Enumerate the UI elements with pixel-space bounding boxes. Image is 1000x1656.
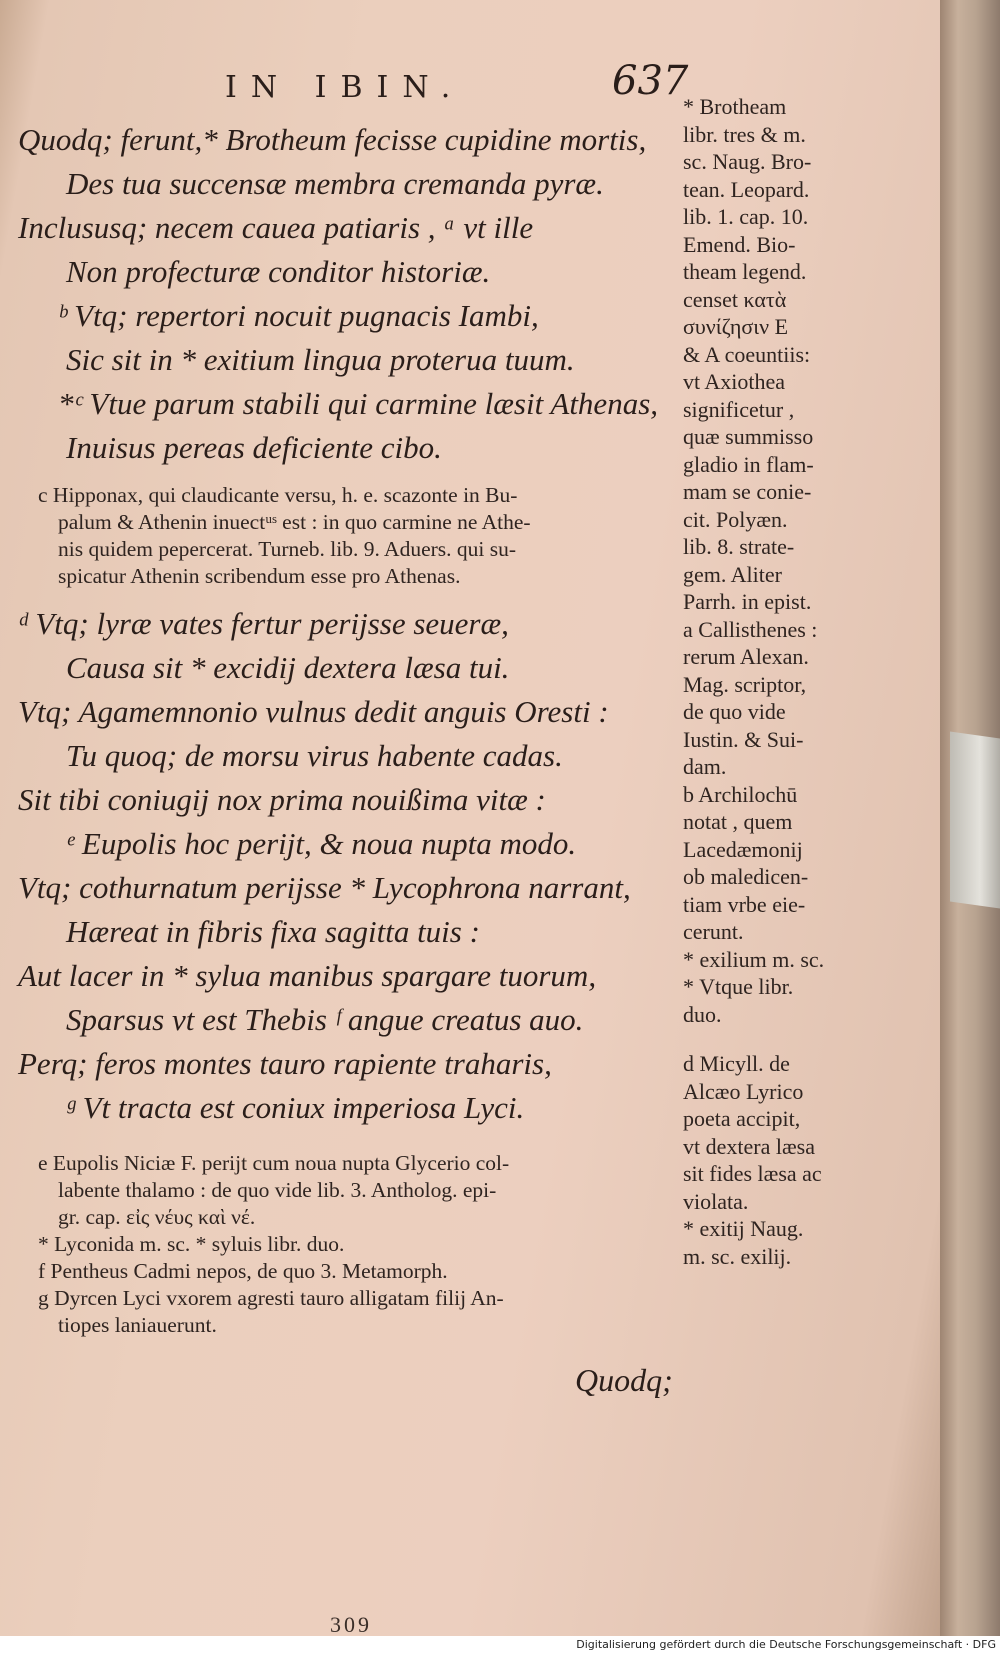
note-line: c Hipponax, qui claudicante versu, h. e. scazonte in Bu- xyxy=(38,483,518,507)
note-line: sc. Naug. Bro- xyxy=(683,149,812,174)
note-line: sit fides læsa ac xyxy=(683,1161,822,1186)
note-line: violata. xyxy=(683,1188,749,1214)
verse-line: Sparsus vt est Thebis ᶠ angue creatus auo. xyxy=(66,1002,584,1037)
note-line: dam. xyxy=(683,754,727,779)
verse-line: ᵇ Vtq; repertori nocuit pugnacis Iambi, xyxy=(58,298,539,333)
running-title: IN IBIN. xyxy=(225,70,465,105)
note-line: Lacedæmonij xyxy=(683,836,803,862)
catchword: Quodq; xyxy=(575,1362,673,1398)
note-line: quæ summisso xyxy=(683,424,814,449)
note-line: m. sc. exilij. xyxy=(683,1243,792,1269)
note-line: libr. tres & m. xyxy=(683,121,806,147)
note-line: * Vtque libr. xyxy=(683,974,794,999)
note-line: cit. Polyæn. xyxy=(683,506,788,532)
marginal-notes xyxy=(683,93,878,1270)
note-line: labente thalamo : de quo vide lib. 3. Antholog. epi- xyxy=(58,1178,497,1202)
note-line: vt Axiothea xyxy=(683,369,786,394)
digitization-credit: Digitalisierung gefördert durch die Deutsche Forschungsgemeinschaft · DFG xyxy=(576,1638,996,1651)
note-line: gem. Aliter xyxy=(683,561,782,587)
note-line: Mag. scriptor, xyxy=(683,671,807,697)
note-line: theam legend. xyxy=(683,259,807,284)
note-line: nis quidem pepercerat. Turneb. lib. 9. Aduers. qui su- xyxy=(58,537,517,561)
note-line: tiopes laniauerunt. xyxy=(58,1313,217,1337)
note-line: Alcæo Lyrico xyxy=(683,1078,804,1104)
note-line: significetur , xyxy=(683,396,795,422)
verse-block-2 xyxy=(18,602,698,1130)
signature-mark: 309 xyxy=(330,1612,372,1637)
note-line: lib. 1. cap. 10. xyxy=(683,204,809,229)
note-line: cerunt. xyxy=(683,919,744,944)
verse-line: Non profecturæ conditor historiæ. xyxy=(66,254,491,289)
verse-line: Vtq; Agamemnonio vulnus dedit anguis Oresti : xyxy=(18,694,609,729)
note-line: de quo vide xyxy=(683,699,786,724)
note-line: b Archilochū xyxy=(683,781,798,807)
note-line: palum & Athenin inuectᵘˢ est : in quo carmine ne Athe- xyxy=(58,510,531,534)
verse-line: Des tua succensæ membra cremanda pyræ. xyxy=(66,166,604,201)
verse-line: Vtq; cothurnatum perijsse * Lycophrona narrant, xyxy=(18,870,631,905)
note-line: notat , quem xyxy=(683,809,793,834)
verse-line: Tu quoq; de morsu virus habente cadas. xyxy=(66,738,563,773)
verse-line: Perq; feros montes tauro rapiente traharis, xyxy=(18,1046,552,1081)
note-line: ob maledicen- xyxy=(683,864,809,889)
note-line: duo. xyxy=(683,1001,722,1027)
note-line: Emend. Bio- xyxy=(683,231,796,257)
verse-line: Sic sit in * exitium lingua proterua tuum. xyxy=(66,342,575,377)
note-line: d Micyll. de xyxy=(683,1051,790,1076)
note-line: * Brotheam xyxy=(683,94,787,119)
verse-line: ᵈ Vtq; lyræ vates fertur perijsse seueræ, xyxy=(18,606,509,641)
main-text-column xyxy=(18,118,698,1339)
verse-line: Hæreat in fibris fixa sagitta tuis : xyxy=(66,914,480,949)
verse-line: ᵍ Vt tracta est coniux imperiosa Lyci. xyxy=(66,1090,525,1125)
footnotes-bottom xyxy=(18,1150,698,1339)
note-line: e Eupolis Niciæ F. perijt cum noua nupta Glycerio col- xyxy=(38,1151,510,1175)
verse-line: ᵉ Eupolis hoc perijt, & noua nupta modo. xyxy=(66,826,577,861)
note-line: mam se conie- xyxy=(683,479,812,504)
note-line: Iustin. & Sui- xyxy=(683,726,804,752)
note-line: spicatur Athenin scribendum esse pro Athenas. xyxy=(58,564,461,588)
bookmark-tab xyxy=(950,731,1000,908)
note-line: rerum Alexan. xyxy=(683,644,809,669)
note-line: vt dextera læsa xyxy=(683,1133,815,1159)
note-line: * Lyconida m. sc. * syluis libr. duo. xyxy=(38,1232,345,1256)
note-line: * exilium m. sc. xyxy=(683,946,825,972)
verse-line: *ᶜ Vtue parum stabili qui carmine læsit Athenas, xyxy=(58,386,659,421)
verse-line: Quodq; ferunt,* Brotheum fecisse cupidine mortis, xyxy=(18,122,647,157)
note-line: & A coeuntiis: xyxy=(683,341,811,367)
verse-line: Inclususq; necem cauea patiaris , ᵃ vt ille xyxy=(18,210,534,245)
note-line: Parrh. in epist. xyxy=(683,589,812,614)
footnote-c xyxy=(18,482,698,590)
note-line: gr. cap. εἰς νέυς καὶ νέ. xyxy=(58,1205,256,1229)
note-line: tiam vrbe eie- xyxy=(683,891,806,917)
note-line xyxy=(683,1028,878,1050)
note-line: tean. Leopard. xyxy=(683,176,810,202)
verse-line: Sit tibi coniugij nox prima nouißima vitæ : xyxy=(18,782,546,817)
verse-line: Inuisus pereas deficiente cibo. xyxy=(66,430,442,465)
note-line: f Pentheus Cadmi nepos, de quo 3. Metamorph. xyxy=(38,1259,448,1283)
verse-block-1 xyxy=(18,118,698,470)
note-line: συνίζησιν E xyxy=(683,314,789,339)
note-line: lib. 8. strate- xyxy=(683,534,795,559)
note-line: a Callisthenes : xyxy=(683,616,818,642)
note-line: censet κατὰ xyxy=(683,286,787,312)
verse-line: Aut lacer in * sylua manibus spargare tuorum, xyxy=(18,958,597,993)
note-line: * exitij Naug. xyxy=(683,1216,804,1241)
note-line: g Dyrcen Lyci vxorem agresti tauro alligatam filij An- xyxy=(38,1286,504,1310)
note-line: poeta accipit, xyxy=(683,1106,801,1131)
verse-line: Causa sit * excidij dextera læsa tui. xyxy=(66,650,510,685)
page-number: 637 xyxy=(612,58,689,104)
note-line: gladio in flam- xyxy=(683,451,814,477)
